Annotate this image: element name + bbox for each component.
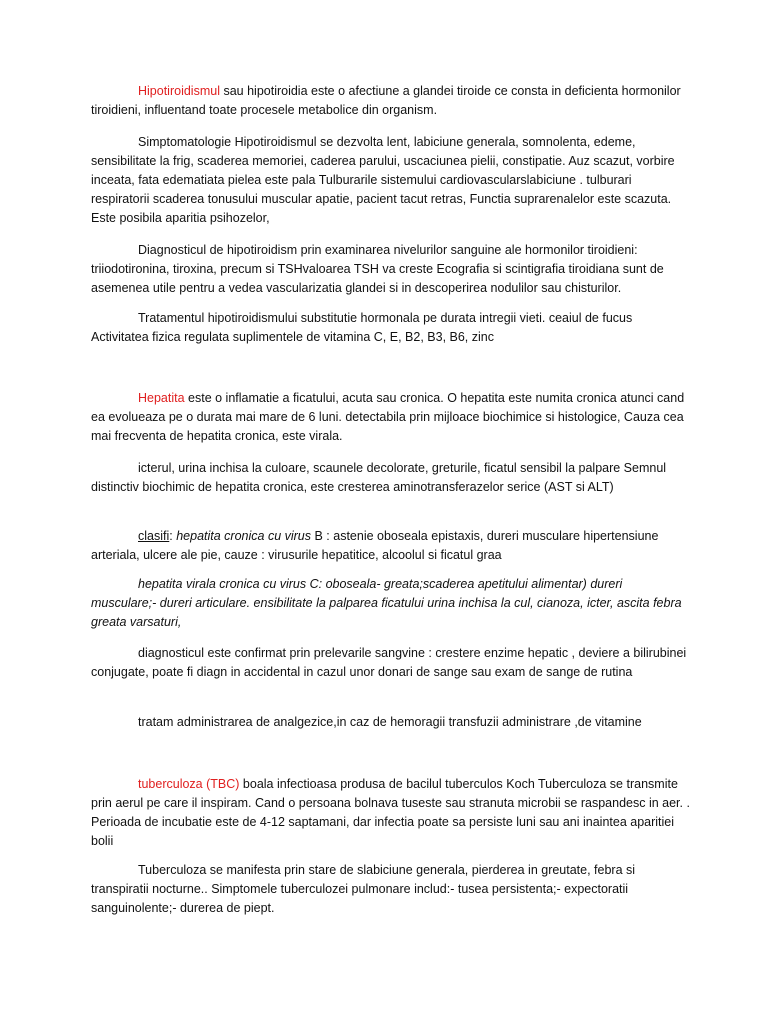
- paragraph-hepatita-diagnosis: [91, 644, 691, 682]
- text-hepatita-symptoms: icterul, urina inchisa la culoare, scaunele decolorate, greturile, ficatul sensibil la palpare Semnul distinctiv biochimic de hepatita cronica, este cresterea aminotransferazelor serice (AST si ALT): [91, 461, 667, 494]
- paragraph-hepatita-classification: [91, 527, 691, 565]
- label-clasifi: clasifi: [138, 529, 170, 543]
- paragraph-hipotiroidism-diagnosis: [91, 241, 691, 298]
- term-hepatita: Hepatita: [138, 391, 185, 405]
- text-hepatita-virus-b-italic: hepatita cronica cu virus: [176, 529, 312, 543]
- paragraph-tuberculoza-intro: [91, 775, 691, 851]
- paragraph-hepatita-symptoms: [91, 459, 691, 497]
- text-clasifi-colon: :: [169, 529, 177, 543]
- text-tuberculoza-definition: boala infectioasa produsa de bacilul tuberculos Koch Tuberculoza se transmite prin aerul pe care il inspiram. Cand o persoana bolnava tuseste sau stranuta microbii se raspandesc in aer. . Perioada de incubatie este de 4-12 saptamani, dar infectia poate sa persiste luni sau ani inaintea aparitiei bolii: [91, 777, 690, 848]
- paragraph-tuberculoza-symptoms: [91, 861, 691, 918]
- text-hepatita-definition: este o inflamatie a ficatului, acuta sau cronica. O hepatita este numita cronica atunci cand ea evolueaza pe o durata mai mare de 6 luni. detectabila prin mijloace biochimice si histologice, Cauza cea mai frecventa de hepatita cronica, este virala.: [91, 391, 685, 443]
- text-hepatita-treatment: tratam administrarea de analgezice,in caz de hemoragii transfuzii administrare ,de vitamine: [138, 715, 642, 729]
- text-tuberculoza-symptoms: Tuberculoza se manifesta prin stare de slabiciune generala, pierderea in greutate, febra si transpiratii nocturne.. Simptomele tuberculozei pulmonare includ:- tusea persistenta;- expectoratii sanguinolente;- durerea de piept.: [91, 863, 636, 915]
- term-tuberculoza: tuberculoza (TBC): [138, 777, 240, 791]
- text-hipotiroidism-diagnosis: Diagnosticul de hipotiroidism prin examinarea nivelurilor sanguine ale hormonilor tiroidieni: triiodotironina, tiroxina, precum si TSHvaloarea TSH va creste Ecografia si scintigrafia tiroidiana sunt de asemenea utile pentru a vedea vascularizatia glandei si in descoperirea nodulilor sau chisturilor.: [91, 243, 664, 295]
- term-hipotiroidismul: Hipotiroidismul: [138, 84, 220, 98]
- text-hipotiroidism-symptoms: Simptomatologie Hipotiroidismul se dezvolta lent, labiciune generala, somnolenta, edeme, sensibilitate la frig, scaderea memoriei, caderea parului, uscaciunea pielii, constipatie. Auz scazut, vorbire inceata, fata edematiata pielea este pala Tulburarile sistemului cardiovascularslabiciune . tulburari respiratorii scaderea tonusului muscular apatie, pacient tacut retras, Functia suprarenalelor este scazuta. Este posibila aparitia psihozelor,: [91, 135, 675, 225]
- text-hepatita-diagnosis: diagnosticul este confirmat prin prelevarile sangvine : crestere enzime hepatic , deviere a bilirubinei conjugate, poate fi diagn in accidental in cazul unor donari de sange sau exam de sange de rutina: [91, 646, 687, 679]
- text-hepatita-virus-c: hepatita virala cronica cu virus C: oboseala- greata;scaderea apetitului alimentar) dureri musculare;- dureri articulare. ensibilitate la palparea ficatului urina inchisa la cul, cianoza, icter, ascita febra greata varsaturi,: [91, 577, 682, 629]
- paragraph-hepatita-treatment: [91, 713, 691, 732]
- paragraph-hipotiroidism-treatment: [91, 309, 691, 347]
- text-hipotiroidism-definition: sau hipotiroidia este o afectiune a glandei tiroide ce consta in deficienta hormonilor tiroidieni, influentand toate procesele metabolice din organism.: [91, 84, 681, 117]
- paragraph-hipotiroidism-symptoms: [91, 133, 691, 228]
- text-hipotiroidism-treatment: Tratamentul hipotiroidismului substitutie hormonala pe durata intregii vieti. ceaiul de fucus Activitatea fizica regulata suplimentele de vitamina C, E, B2, B3, B6, zinc: [91, 311, 633, 344]
- paragraph-hipotiroidism-intro: [91, 82, 691, 120]
- paragraph-hepatita-intro: [91, 389, 691, 446]
- text-hepatita-virus-b: B : astenie oboseala epistaxis, dureri musculare hipertensiune arteriala, ulcere ale pie, cauze : virusurile hepatitice, alcoolul si ficatul graa: [91, 529, 659, 562]
- paragraph-hepatita-virus-c: [91, 575, 691, 632]
